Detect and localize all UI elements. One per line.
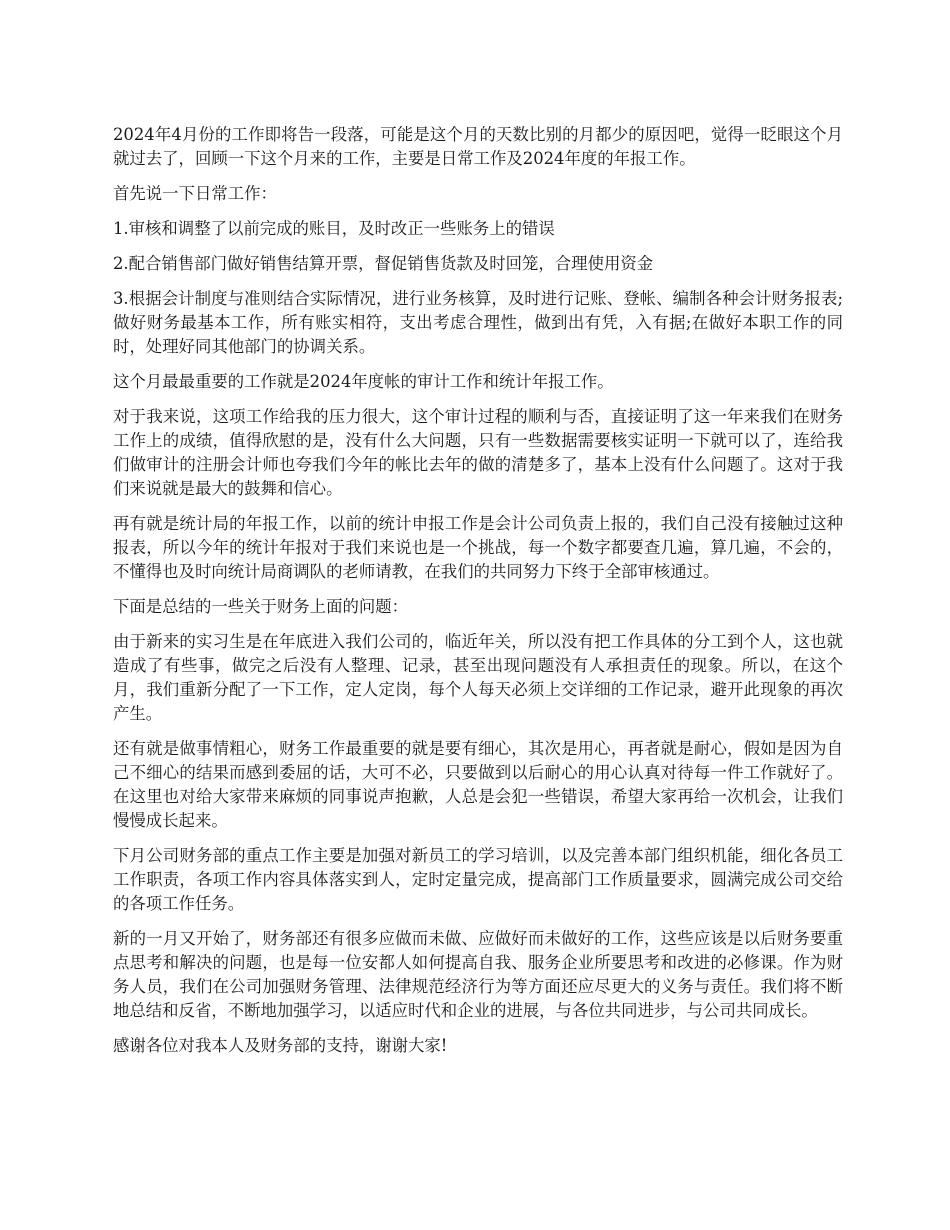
list-item-1: 1.审核和调整了以前完成的账目，及时改正一些账务上的错误 [113, 219, 555, 238]
daily-work-heading: 首先说一下日常工作： [113, 184, 277, 203]
list-item-3: 3.根据会计制度与准则结合实际情况，进行业务核算，及时进行记账、登帐、编制各种会计财务报表;做好财务最基本工作，所有账实相符，支出考虑合理性，做到出有凭，入有据;在做好本职工作的同时，处理好同其他部门的协调关系。 [113, 289, 843, 356]
document-body [113, 123, 843, 1069]
outlook-paragraph: 新的一月又开始了，财务部还有很多应做而未做、应做好而未做好的工作，这些应该是以后财务要重点思考和解决的问题，也是每一位安都人如何提高自我、服务企业所要思考和改进的必修课。作为财务人员，我们在公司加强财务管理、法律规范经济行为等方面还应尽更大的义务与责任。我们将不断地总结和反省，不断地加强学习，以适应时代和企业的进展，与各位共同进步，与公司共同成长。 [113, 929, 843, 1020]
list-item-2: 2.配合销售部门做好销售结算开票，督促销售货款及时回笼，合理使用资金 [113, 254, 654, 273]
key-work-paragraph: 这个月最最重要的工作就是2024年度帐的审计工作和统计年报工作。 [113, 372, 614, 391]
carelessness-paragraph: 还有就是做事情粗心，财务工作最重要的就是要有细心，其次是用心，再者就是耐心，假如是因为自己不细心的结果而感到委屈的话，大可不必，只要做到以后耐心的用心认真对待每一件工作就好了。在这里也对给大家带来麻烦的同事说声抱歉，人总是会犯一些错误，希望大家再给一次机会，让我们慢慢成长起来。 [113, 739, 843, 830]
thanks-paragraph: 感谢各位对我本人及财务部的支持，谢谢大家! [113, 1036, 448, 1055]
statistics-paragraph: 再有就是统计局的年报工作，以前的统计申报工作是会计公司负责上报的，我们自己没有接触过这种报表，所以今年的统计年报对于我们来说也是一个挑战，每一个数字都要查几遍，算几遍，不会的，不懂得也及时向统计局商调队的老师请教，在我们的共同努力下终于全部审核通过。 [113, 514, 843, 581]
intro-paragraph: 2024年4月份的工作即将告一段落，可能是这个月的天数比别的月都少的原因吧，觉得一眨眼这个月就过去了，回顾一下这个月来的工作，主要是日常工作及2024年度的年报工作。 [113, 125, 843, 168]
issues-heading: 下面是总结的一些关于财务上面的问题： [113, 597, 409, 616]
next-month-paragraph: 下月公司财务部的重点工作主要是加强对新员工的学习培训，以及完善本部门组织机能，细化各员工工作职责，各项工作内容具体落实到人，定时定量完成，提高部门工作质量要求，圆满完成公司交给的各项工作任务。 [113, 846, 843, 913]
intern-paragraph: 由于新来的实习生是在年底进入我们公司的，临近年关，所以没有把工作具体的分工到个人，这也就造成了有些事，做完之后没有人整理、记录，甚至出现问题没有人承担责任的现象。所以，在这个月，我们重新分配了一下工作，定人定岗，每个人每天必须上交详细的工作记录，避开此现象的再次产生。 [113, 632, 843, 723]
audit-paragraph: 对于我来说，这项工作给我的压力很大，这个审计过程的顺利与否，直接证明了这一年来我们在财务工作上的成绩，值得欣慰的是，没有什么大问题，只有一些数据需要核实证明一下就可以了，连给我们做审计的注册会计师也夸我们今年的帐比去年的做的清楚多了，基本上没有什么问题了。这对于我们来说就是最大的鼓舞和信心。 [113, 407, 843, 498]
